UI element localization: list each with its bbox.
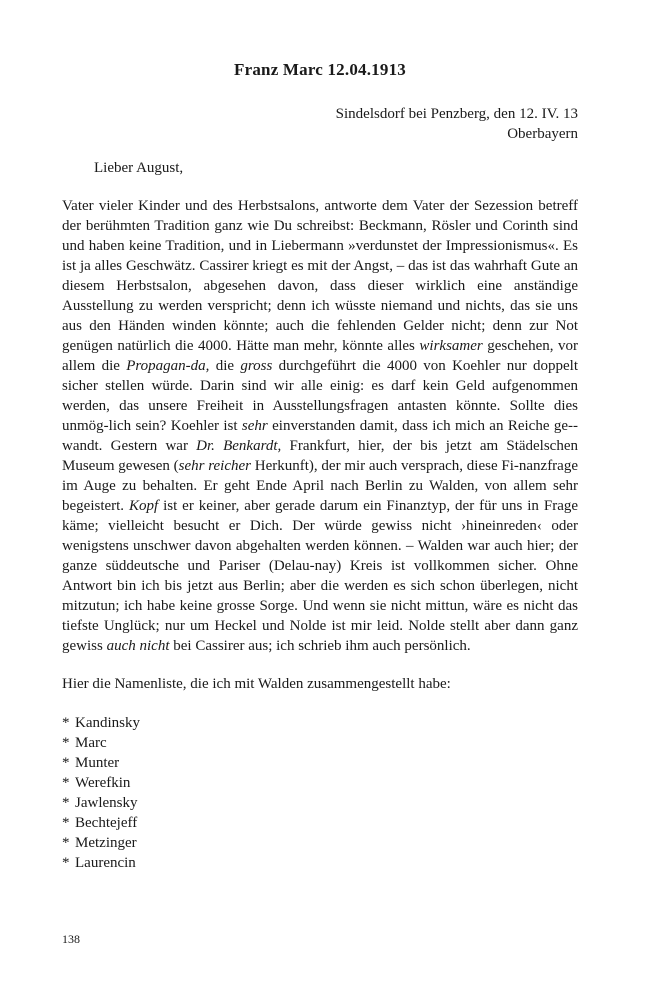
name-list-item: [62, 793, 578, 813]
place-date-line: Sindelsdorf bei Penzberg, den 12. IV. 13: [335, 106, 578, 122]
text-run: durchgeführt die 4000 von Koehler nur doppelt sicher stellen würde. Darin sind wir alle einig: es darf kein Geld aufgenommen werden, das unsere Freiheit in Ausstellungsfragen antasten könnte. Sollte dies unmög-lich sein? Koehler ist: [62, 358, 578, 434]
asterisk-bullet: *: [62, 755, 70, 771]
asterisk-bullet: *: [62, 735, 70, 751]
asterisk-bullet: *: [62, 855, 70, 871]
salutation: Lieber August,: [94, 160, 184, 176]
italic-run: auch nicht: [106, 638, 170, 654]
letter-page: [62, 60, 578, 873]
text-run: bei Cassirer aus; ich schrieb ihm auch persönlich.: [169, 638, 471, 654]
letter-body: [62, 196, 578, 656]
italic-run: sehr: [241, 418, 268, 434]
artist-name: Marc: [75, 735, 107, 751]
italic-run: gross: [240, 358, 273, 374]
name-list-item: [62, 773, 578, 793]
text-run: Vater vieler Kinder und des Herbstsalons, antworte dem Vater der Sezession betreff der berühmten Tradition ganz wie Du schreibst: Beckmann, Rösler und Corinth sind und haben keine Tradition, und in Liebermann »verdunstet der Impressionismus«. Es ist ja alles Geschwätz. Cassirer kriegt es mit der Angst, – das ist das wahrhaft Gute an diesem Herbstsalon, abgesehen davon, dass dieser wirklich eine anständige Ausstellung zu werden verspricht; denn ich wüsste niemand und nichts, das sie uns aus den Händen winden könnte; auch die fehlenden Gelder nicht; denn zur Not genügen natürlich die 4000. Hätte man mehr, könnte alles: [62, 198, 578, 354]
artist-name: Bechtejeff: [75, 815, 138, 831]
page-title: Franz Marc 12.04.1913: [234, 60, 406, 79]
artist-name: Munter: [75, 755, 120, 771]
name-list-item: [62, 713, 578, 733]
name-list-item: [62, 833, 578, 853]
text-run: Frankfurt, hier, der bis jetzt am Städelschen Museum gewesen (: [62, 438, 578, 474]
italic-run: sehr reicher: [178, 458, 252, 474]
asterisk-bullet: *: [62, 835, 70, 851]
text-run: ist er keiner, aber gerade darum ein Finanztyp, der für uns in Frage käme; vielleicht besucht er Dich. Der würde gewiss nicht ›hineinreden‹ oder wenigstens unschwer davon abgehalten werden können. – Walden war auch hier; der ganze süddeutsche und Pariser (Delau-nay) Kreis ist vollkommen sicher. Ohne Antwort bin ich bis jetzt aus Berlin; aber die werden es sich schon überlegen, nicht mitzutun; ich habe keine grosse Sorge. Und wenn sie nicht mittun, wäre es nicht das tiefste Unglück; nur um Heckel und Nolde ist mir leid. Nolde stellt aber dann ganz gewiss: [62, 498, 579, 654]
name-list-item: [62, 733, 578, 753]
text-run: die: [209, 358, 241, 374]
asterisk-bullet: *: [62, 815, 70, 831]
italic-run: Propagan-da,: [126, 358, 210, 374]
italic-run: Kopf: [128, 498, 159, 514]
name-list-item: [62, 853, 578, 873]
italic-run: Dr. Benkardt,: [196, 438, 282, 454]
text-run: einverstanden damit, dass ich mich an Reiche ge-wandt. Gestern war: [62, 418, 578, 454]
page-number: 138: [62, 932, 80, 946]
italic-run: wirksamer: [419, 338, 483, 354]
asterisk-bullet: *: [62, 775, 70, 791]
artist-name: Laurencin: [75, 855, 136, 871]
region-line: Oberbayern: [507, 126, 578, 142]
name-list-item: [62, 813, 578, 833]
name-list-item: [62, 753, 578, 773]
asterisk-bullet: *: [62, 795, 70, 811]
text-run: geschehen, vor allem die: [62, 338, 579, 374]
artist-name: Metzinger: [75, 835, 137, 851]
name-list: [62, 713, 578, 873]
artist-name: Kandinsky: [75, 715, 140, 731]
list-intro: Hier die Namenliste, die ich mit Walden zusammengestellt habe:: [62, 676, 451, 692]
artist-name: Jawlensky: [75, 795, 138, 811]
artist-name: Werefkin: [75, 775, 131, 791]
text-run: Herkunft), der mir auch versprach, diese Fi-nanzfrage im Auge zu behalten. Er geht Ende April nach Berlin zu Walden, von allem sehr begeistert.: [62, 458, 578, 514]
asterisk-bullet: *: [62, 715, 70, 731]
